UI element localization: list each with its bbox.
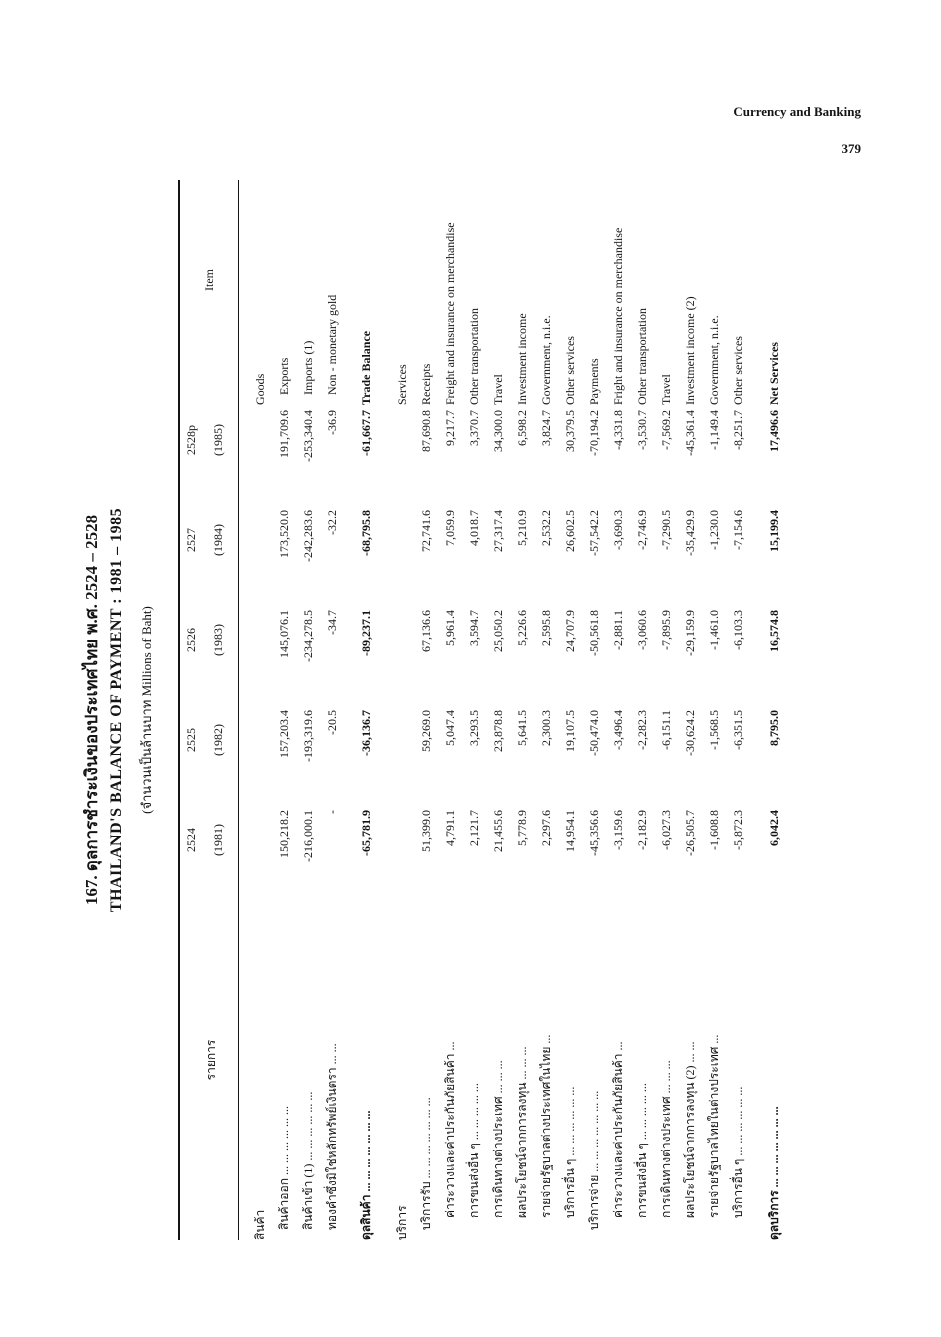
cell-1983: -234,278.5 bbox=[301, 610, 315, 662]
cell-1984: -1,230.0 bbox=[707, 510, 721, 550]
header-year-1982 bbox=[184, 700, 226, 780]
cell-1984: 4,018.7 bbox=[467, 510, 481, 546]
table-row bbox=[560, 180, 580, 1240]
row-label-thai: ค่าระวางและค่าประกันภัยสินค้า ... bbox=[443, 1041, 457, 1218]
cell-1985: 34,300.0 bbox=[491, 410, 505, 452]
cell-1982: -2,282.3 bbox=[635, 710, 649, 750]
cell-1982: 19,107.5 bbox=[563, 710, 577, 752]
cell-1983: 16,574.8 bbox=[767, 610, 781, 652]
year-th: 2524 bbox=[184, 828, 198, 852]
row-label-english: Other services bbox=[563, 336, 577, 405]
row-label-thai: การขนส่งอื่น ๆ ... ... ... ... ... bbox=[635, 1083, 649, 1218]
year-th: 2528p bbox=[184, 425, 198, 455]
cell-1985: 191,709.6 bbox=[277, 410, 291, 458]
cell-1984: 72,741.6 bbox=[419, 510, 433, 552]
cell-1983: 145,076.1 bbox=[277, 610, 291, 658]
table-row bbox=[298, 180, 318, 1240]
cell-1982: 3,293.5 bbox=[467, 710, 481, 746]
table-row bbox=[584, 180, 604, 1240]
cell-1983: -1,461.0 bbox=[707, 610, 721, 650]
table-row bbox=[608, 180, 628, 1240]
table-title-english: THAILAND'S BALANCE OF PAYMENT : 1981 – 1985 bbox=[108, 507, 125, 913]
cell-1983: -6,103.3 bbox=[731, 610, 745, 650]
cell-1982: -193,319.6 bbox=[301, 710, 315, 762]
cell-1984: -57,542.2 bbox=[587, 510, 601, 556]
cell-1985: -61,667.7 bbox=[359, 410, 373, 456]
row-label-thai: ผลประโยชน์จากการลงทุน ... ... ... bbox=[515, 1046, 529, 1218]
row-label-english: Travel bbox=[659, 374, 673, 405]
cell-1983: -29,159.9 bbox=[683, 610, 697, 656]
cell-1984: -242,283.6 bbox=[301, 510, 315, 562]
cell-1984: 5,210.9 bbox=[515, 510, 529, 546]
row-label-english: Fright and insurance on merchandise bbox=[611, 227, 625, 405]
cell-1985: -1,149.4 bbox=[707, 410, 721, 450]
cell-1985: -8,251.7 bbox=[731, 410, 745, 450]
row-label-english: Investment income (2) bbox=[683, 296, 697, 405]
row-label-english: Travel bbox=[491, 374, 505, 405]
row-label-thai: ค่าระวางและค่าประกันภัยสินค้า ... bbox=[611, 1041, 625, 1218]
year-th: 2525 bbox=[184, 728, 198, 752]
row-label-thai: บริการจ่าย ... ... ... ... ... ... ... bbox=[587, 1090, 601, 1230]
cell-1983: 25,050.2 bbox=[491, 610, 505, 652]
cell-1981: -216,000.1 bbox=[301, 810, 315, 862]
table-row bbox=[488, 180, 508, 1240]
running-head: Currency and Banking bbox=[733, 104, 861, 119]
cell-1981: 4,791.1 bbox=[443, 810, 457, 846]
cell-1982: 8,795.0 bbox=[767, 710, 781, 746]
cell-1984: 15,199.4 bbox=[767, 510, 781, 552]
table-row bbox=[764, 180, 784, 1240]
cell-1981: - bbox=[325, 810, 339, 814]
year-en: (1985) bbox=[211, 424, 225, 456]
table-row bbox=[464, 180, 484, 1240]
cell-1984: -7,154.6 bbox=[731, 510, 745, 550]
row-label-english: Non - monetary gold bbox=[325, 294, 339, 395]
table-row bbox=[656, 180, 676, 1240]
cell-1984: 173,520.0 bbox=[277, 510, 291, 558]
row-label-thai: รายจ่ายรัฐบาลต่างประเทศในไทย ... bbox=[539, 1034, 553, 1218]
cell-1983: 67,136.6 bbox=[419, 610, 433, 652]
row-label-thai: บริการอื่น ๆ ... ... ... ... ... ... bbox=[563, 1086, 577, 1218]
cell-1981: -45,356.6 bbox=[587, 810, 601, 856]
cell-1984: 7,059.9 bbox=[443, 510, 457, 546]
cell-1981: -26,505.7 bbox=[683, 810, 697, 856]
cell-1982: 59,269.0 bbox=[419, 710, 433, 752]
row-label-english: Services bbox=[395, 364, 409, 405]
cell-1985: -70,194.2 bbox=[587, 410, 601, 456]
cell-1981: 2,297.6 bbox=[539, 810, 553, 846]
header-item-english: Item bbox=[202, 269, 216, 291]
row-label-thai: สินค้า bbox=[253, 1209, 267, 1240]
cell-1984: -3,690.3 bbox=[611, 510, 625, 550]
cell-1982: -20.5 bbox=[325, 710, 339, 735]
cell-1981: 5,778.9 bbox=[515, 810, 529, 846]
cell-1981: -2,182.9 bbox=[635, 810, 649, 850]
cell-1984: -32.2 bbox=[325, 510, 339, 535]
cell-1981: -6,027.3 bbox=[659, 810, 673, 850]
row-label-thai: สินค้าเข้า (1) ... ... ... ... ... ... bbox=[301, 1091, 315, 1230]
cell-1982: -36,136.7 bbox=[359, 710, 373, 756]
cell-1983: -89,237.1 bbox=[359, 610, 373, 656]
table-row bbox=[274, 180, 294, 1240]
cell-1981: 51,399.0 bbox=[419, 810, 433, 852]
table-row bbox=[322, 180, 342, 1240]
row-label-thai: รายจ่ายรัฐบาลไทยในต่างประเทศ ... bbox=[707, 1034, 721, 1218]
table-row bbox=[416, 180, 436, 1240]
cell-1982: -50,474.0 bbox=[587, 710, 601, 756]
row-label-thai: บริการ bbox=[395, 1205, 409, 1240]
cell-1983: -2,881.1 bbox=[611, 610, 625, 650]
table-row bbox=[392, 180, 412, 1240]
table-row bbox=[440, 180, 460, 1240]
cell-1982: 157,203.4 bbox=[277, 710, 291, 758]
cell-1985: 9,217.7 bbox=[443, 410, 457, 446]
cell-1983: -3,060.6 bbox=[635, 610, 649, 650]
row-label-english: Other transportation bbox=[635, 308, 649, 405]
cell-1985: 17,496.6 bbox=[767, 410, 781, 452]
cell-1982: 2,300.3 bbox=[539, 710, 553, 746]
row-label-english: Other services bbox=[731, 336, 745, 405]
row-label-english: Imports (1) bbox=[301, 340, 315, 395]
cell-1981: -65,781.9 bbox=[359, 810, 373, 856]
row-label-english: Trade Balance bbox=[359, 330, 373, 405]
cell-1982: -30,624.2 bbox=[683, 710, 697, 756]
cell-1983: 24,707.9 bbox=[563, 610, 577, 652]
cell-1984: -68,795.8 bbox=[359, 510, 373, 556]
row-label-thai: การเดินทางต่างประเทศ ... ... ... bbox=[659, 1060, 673, 1218]
rotated-table bbox=[70, 70, 830, 1240]
year-en: (1982) bbox=[211, 724, 225, 756]
table-number: 167. bbox=[82, 875, 101, 906]
cell-1981: 21,455.6 bbox=[491, 810, 505, 852]
header-item-thai: รายการ bbox=[204, 1039, 218, 1081]
cell-1984: -7,290.5 bbox=[659, 510, 673, 550]
cell-1985: 30,379.5 bbox=[563, 410, 577, 452]
row-label-english: Goods bbox=[253, 373, 267, 405]
year-en: (1981) bbox=[211, 824, 225, 856]
cell-1985: -7,569.2 bbox=[659, 410, 673, 450]
title-thai-text: ดุลการชำระเงินของประเทศไทย พ.ศ. 2524 – 2528 bbox=[82, 514, 101, 872]
cell-1982: -6,151.1 bbox=[659, 710, 673, 750]
cell-1983: 2,595.8 bbox=[539, 610, 553, 646]
header-year-1983 bbox=[184, 600, 226, 680]
year-th: 2526 bbox=[184, 628, 198, 652]
row-label-english: Government, n.i.e. bbox=[707, 315, 721, 405]
table-row bbox=[728, 180, 748, 1240]
cell-1985: -253,340.4 bbox=[301, 410, 315, 462]
cell-1983: 5,961.4 bbox=[443, 610, 457, 646]
cell-1983: -7,895.9 bbox=[659, 610, 673, 650]
cell-1981: 6,042.4 bbox=[767, 810, 781, 846]
row-label-english: Investment income bbox=[515, 313, 529, 405]
row-label-thai: ทองคำซึ่งมิใช่หลักทรัพย์เงินตรา ... ... bbox=[325, 1043, 339, 1230]
row-label-thai: การเดินทางต่างประเทศ ... ... ... bbox=[491, 1060, 505, 1218]
cell-1985: -4,331.8 bbox=[611, 410, 625, 450]
table-row bbox=[536, 180, 556, 1240]
cell-1985: 3,370.7 bbox=[467, 410, 481, 446]
header-year-1985 bbox=[184, 400, 226, 480]
cell-1981: 150,218.2 bbox=[277, 810, 291, 858]
cell-1985: -3,530.7 bbox=[635, 410, 649, 450]
table-row bbox=[356, 180, 376, 1240]
row-label-english: Government, n.i.e. bbox=[539, 315, 553, 405]
cell-1984: 27,317.4 bbox=[491, 510, 505, 552]
cell-1983: 5,226.6 bbox=[515, 610, 529, 646]
row-label-thai: บริการอื่น ๆ ... ... ... ... ... ... bbox=[731, 1086, 745, 1218]
table-title-thai bbox=[78, 180, 105, 1240]
cell-1982: -6,351.5 bbox=[731, 710, 745, 750]
header-year-1981 bbox=[184, 800, 226, 880]
row-label-english: Exports bbox=[277, 357, 291, 395]
row-label-english: Receipts bbox=[419, 363, 433, 405]
year-en: (1984) bbox=[211, 524, 225, 556]
cell-1985: 87,690.8 bbox=[419, 410, 433, 452]
table-row bbox=[704, 180, 724, 1240]
row-label-thai: ผลประโยชน์จากการลงทุน (2) ... ... bbox=[683, 1041, 697, 1218]
table-row bbox=[680, 180, 700, 1240]
cell-1982: -3,496.4 bbox=[611, 710, 625, 750]
row-label-english: Freight and insurance on merchandise bbox=[443, 222, 457, 405]
cell-1981: -3,159.6 bbox=[611, 810, 625, 850]
row-label-thai: ดุลสินค้า ... ... ... ... ... ... ... bbox=[359, 1110, 373, 1240]
row-label-english: Net Services bbox=[767, 342, 781, 405]
cell-1982: 23,878.8 bbox=[491, 710, 505, 752]
year-en: (1983) bbox=[211, 624, 225, 656]
header-rule bbox=[238, 180, 239, 1240]
page-number: 379 bbox=[841, 141, 861, 156]
cell-1985: 6,598.2 bbox=[515, 410, 529, 446]
cell-1983: -34.7 bbox=[325, 610, 339, 635]
row-label-english: Payments bbox=[587, 358, 601, 405]
cell-1984: -2,746.9 bbox=[635, 510, 649, 550]
row-label-english: Other transportation bbox=[467, 308, 481, 405]
table-row bbox=[632, 180, 652, 1240]
year-th: 2527 bbox=[184, 528, 198, 552]
cell-1981: 2,121.7 bbox=[467, 810, 481, 846]
cell-1982: 5,047.4 bbox=[443, 710, 457, 746]
cell-1985: 3,824.7 bbox=[539, 410, 553, 446]
cell-1982: 5,641.5 bbox=[515, 710, 529, 746]
cell-1981: -1,608.8 bbox=[707, 810, 721, 850]
table-units: (จำนวนเป็นล้านบาท Millions of Baht) bbox=[139, 606, 154, 814]
cell-1985: -36.9 bbox=[325, 410, 339, 435]
cell-1981: -5,872.3 bbox=[731, 810, 745, 850]
cell-1984: -35,429.9 bbox=[683, 510, 697, 556]
row-label-thai: การขนส่งอื่น ๆ ... ... ... ... ... bbox=[467, 1083, 481, 1218]
top-rule bbox=[178, 180, 180, 1240]
cell-1981: 14,954.1 bbox=[563, 810, 577, 852]
cell-1984: 2,532.2 bbox=[539, 510, 553, 546]
row-label-thai: ดุลบริการ ... ... ... ... ... ... ... bbox=[767, 1106, 781, 1240]
cell-1985: -45,361.4 bbox=[683, 410, 697, 456]
row-label-thai: บริการรับ ... ... ... ... ... ... ... bbox=[419, 1097, 433, 1230]
cell-1983: 3,594.7 bbox=[467, 610, 481, 646]
row-label-thai: สินค้าออก ... ... ... ... ... ... bbox=[277, 1106, 291, 1230]
header-year-1984 bbox=[184, 500, 226, 580]
cell-1984: 26,602.5 bbox=[563, 510, 577, 552]
cell-1983: -50,561.8 bbox=[587, 610, 601, 656]
table-row bbox=[250, 180, 270, 1240]
cell-1982: -1,568.5 bbox=[707, 710, 721, 750]
table-row bbox=[512, 180, 532, 1240]
